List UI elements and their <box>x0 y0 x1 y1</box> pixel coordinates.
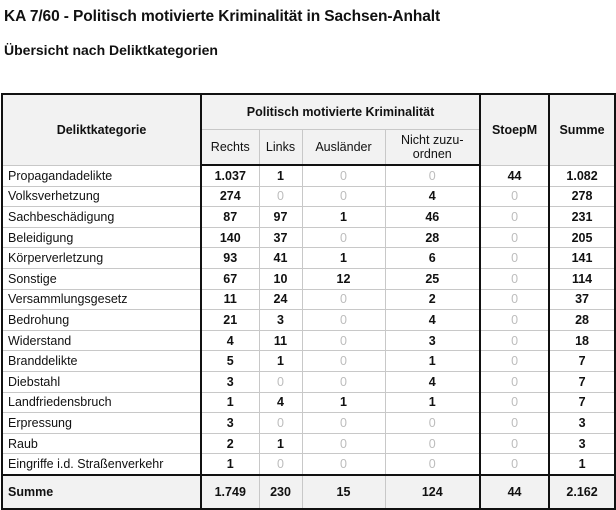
cell-rechts: 1 <box>201 454 259 475</box>
cell-stoepm: 0 <box>480 330 549 351</box>
cell-links: 0 <box>259 186 302 207</box>
row-category: Widerstand <box>2 330 201 351</box>
table-row <box>2 227 615 248</box>
cell-summe: 28 <box>549 310 615 331</box>
total-links: 230 <box>259 475 302 509</box>
cell-links: 41 <box>259 248 302 269</box>
table-row <box>2 268 615 289</box>
cell-stoepm: 0 <box>480 248 549 269</box>
cell-links: 0 <box>259 371 302 392</box>
cell-nicht-zuzuordnen: 0 <box>385 433 480 454</box>
row-category: Körperverletzung <box>2 248 201 269</box>
total-label: Summe <box>2 475 201 509</box>
table-row <box>2 310 615 331</box>
cell-summe: 3 <box>549 413 615 434</box>
cell-rechts: 4 <box>201 330 259 351</box>
cell-rechts: 93 <box>201 248 259 269</box>
row-category: Propagandadelikte <box>2 165 201 186</box>
cell-nicht-zuzuordnen: 4 <box>385 371 480 392</box>
header-auslaender: Ausländer <box>302 130 385 166</box>
cell-links: 1 <box>259 351 302 372</box>
row-category: Branddelikte <box>2 351 201 372</box>
cell-links: 0 <box>259 454 302 475</box>
cell-rechts: 1.037 <box>201 165 259 186</box>
cell-stoepm: 0 <box>480 413 549 434</box>
cell-summe: 18 <box>549 330 615 351</box>
cell-auslaender: 0 <box>302 165 385 186</box>
table-row <box>2 454 615 475</box>
table-body <box>2 165 615 475</box>
cell-summe: 141 <box>549 248 615 269</box>
cell-auslaender: 12 <box>302 268 385 289</box>
crime-statistics-table <box>1 93 616 510</box>
cell-rechts: 1 <box>201 392 259 413</box>
cell-nicht-zuzuordnen: 6 <box>385 248 480 269</box>
cell-rechts: 5 <box>201 351 259 372</box>
row-category: Versammlungsgesetz <box>2 289 201 310</box>
cell-stoepm: 0 <box>480 207 549 228</box>
cell-nicht-zuzuordnen: 4 <box>385 310 480 331</box>
cell-links: 10 <box>259 268 302 289</box>
cell-auslaender: 1 <box>302 207 385 228</box>
cell-links: 1 <box>259 165 302 186</box>
row-category: Beleidigung <box>2 227 201 248</box>
cell-stoepm: 0 <box>480 351 549 372</box>
cell-auslaender: 0 <box>302 186 385 207</box>
table-row <box>2 289 615 310</box>
cell-nicht-zuzuordnen: 1 <box>385 392 480 413</box>
row-category: Sonstige <box>2 268 201 289</box>
cell-nicht-zuzuordnen: 3 <box>385 330 480 351</box>
cell-links: 4 <box>259 392 302 413</box>
cell-nicht-zuzuordnen: 4 <box>385 186 480 207</box>
header-stoepm: StoepM <box>480 94 549 165</box>
cell-nicht-zuzuordnen: 0 <box>385 454 480 475</box>
cell-rechts: 274 <box>201 186 259 207</box>
table-row <box>2 392 615 413</box>
cell-auslaender: 0 <box>302 454 385 475</box>
cell-nicht-zuzuordnen: 1 <box>385 351 480 372</box>
cell-summe: 205 <box>549 227 615 248</box>
total-rechts: 1.749 <box>201 475 259 509</box>
row-category: Landfriedensbruch <box>2 392 201 413</box>
cell-rechts: 3 <box>201 371 259 392</box>
row-category: Eingriffe i.d. Straßenverkehr <box>2 454 201 475</box>
cell-stoepm: 0 <box>480 454 549 475</box>
cell-links: 24 <box>259 289 302 310</box>
row-category: Bedrohung <box>2 310 201 331</box>
cell-stoepm: 0 <box>480 371 549 392</box>
cell-nicht-zuzuordnen: 25 <box>385 268 480 289</box>
header-links: Links <box>259 130 302 166</box>
cell-summe: 7 <box>549 371 615 392</box>
cell-stoepm: 0 <box>480 433 549 454</box>
cell-nicht-zuzuordnen: 2 <box>385 289 480 310</box>
row-category: Sachbeschädigung <box>2 207 201 228</box>
table-row <box>2 413 615 434</box>
cell-links: 1 <box>259 433 302 454</box>
cell-auslaender: 0 <box>302 371 385 392</box>
cell-rechts: 140 <box>201 227 259 248</box>
total-summe: 2.162 <box>549 475 615 509</box>
cell-rechts: 21 <box>201 310 259 331</box>
header-nicht-zuzuordnen <box>385 130 480 166</box>
total-auslaender: 15 <box>302 475 385 509</box>
cell-summe: 114 <box>549 268 615 289</box>
cell-auslaender: 0 <box>302 310 385 331</box>
cell-nicht-zuzuordnen: 0 <box>385 165 480 186</box>
cell-stoepm: 0 <box>480 310 549 331</box>
cell-stoepm: 0 <box>480 392 549 413</box>
table-row <box>2 248 615 269</box>
table-row <box>2 351 615 372</box>
cell-nicht-zuzuordnen: 28 <box>385 227 480 248</box>
cell-rechts: 87 <box>201 207 259 228</box>
table-row <box>2 186 615 207</box>
cell-stoepm: 0 <box>480 289 549 310</box>
row-category: Erpressung <box>2 413 201 434</box>
table-row <box>2 207 615 228</box>
header-summe: Summe <box>549 94 615 165</box>
cell-nicht-zuzuordnen: 46 <box>385 207 480 228</box>
total-nicht-zuzuordnen: 124 <box>385 475 480 509</box>
cell-summe: 37 <box>549 289 615 310</box>
cell-stoepm: 0 <box>480 268 549 289</box>
cell-summe: 3 <box>549 433 615 454</box>
cell-auslaender: 0 <box>302 413 385 434</box>
cell-stoepm: 44 <box>480 165 549 186</box>
header-group-pmk: Politisch motivierte Kriminalität <box>201 94 480 130</box>
row-category: Raub <box>2 433 201 454</box>
cell-summe: 1.082 <box>549 165 615 186</box>
cell-auslaender: 1 <box>302 248 385 269</box>
document-subtitle: Übersicht nach Deliktkategorien <box>4 42 218 58</box>
cell-auslaender: 0 <box>302 351 385 372</box>
cell-auslaender: 0 <box>302 289 385 310</box>
cell-links: 37 <box>259 227 302 248</box>
cell-links: 97 <box>259 207 302 228</box>
header-nicht-zuzuordnen-line2: ordnen <box>412 147 452 161</box>
header-rechts: Rechts <box>201 130 259 166</box>
total-row <box>2 475 615 509</box>
cell-auslaender: 0 <box>302 433 385 454</box>
cell-summe: 1 <box>549 454 615 475</box>
table-row <box>2 165 615 186</box>
cell-stoepm: 0 <box>480 186 549 207</box>
header-category: Deliktkategorie <box>2 94 201 165</box>
cell-rechts: 67 <box>201 268 259 289</box>
cell-links: 3 <box>259 310 302 331</box>
cell-rechts: 11 <box>201 289 259 310</box>
cell-rechts: 3 <box>201 413 259 434</box>
cell-rechts: 2 <box>201 433 259 454</box>
table-row <box>2 371 615 392</box>
cell-links: 11 <box>259 330 302 351</box>
cell-auslaender: 0 <box>302 227 385 248</box>
table-header <box>2 94 615 165</box>
table-row <box>2 330 615 351</box>
row-category: Volksverhetzung <box>2 186 201 207</box>
table-footer <box>2 475 615 509</box>
cell-auslaender: 1 <box>302 392 385 413</box>
header-nicht-zuzuordnen-line1: Nicht zuzu- <box>401 133 464 147</box>
cell-summe: 7 <box>549 351 615 372</box>
total-stoepm: 44 <box>480 475 549 509</box>
cell-summe: 7 <box>549 392 615 413</box>
document-title: KA 7/60 - Politisch motivierte Kriminalität in Sachsen-Anhalt <box>4 8 441 25</box>
cell-summe: 231 <box>549 207 615 228</box>
cell-links: 0 <box>259 413 302 434</box>
cell-stoepm: 0 <box>480 227 549 248</box>
table-row <box>2 433 615 454</box>
cell-nicht-zuzuordnen: 0 <box>385 413 480 434</box>
row-category: Diebstahl <box>2 371 201 392</box>
cell-summe: 278 <box>549 186 615 207</box>
cell-auslaender: 0 <box>302 330 385 351</box>
